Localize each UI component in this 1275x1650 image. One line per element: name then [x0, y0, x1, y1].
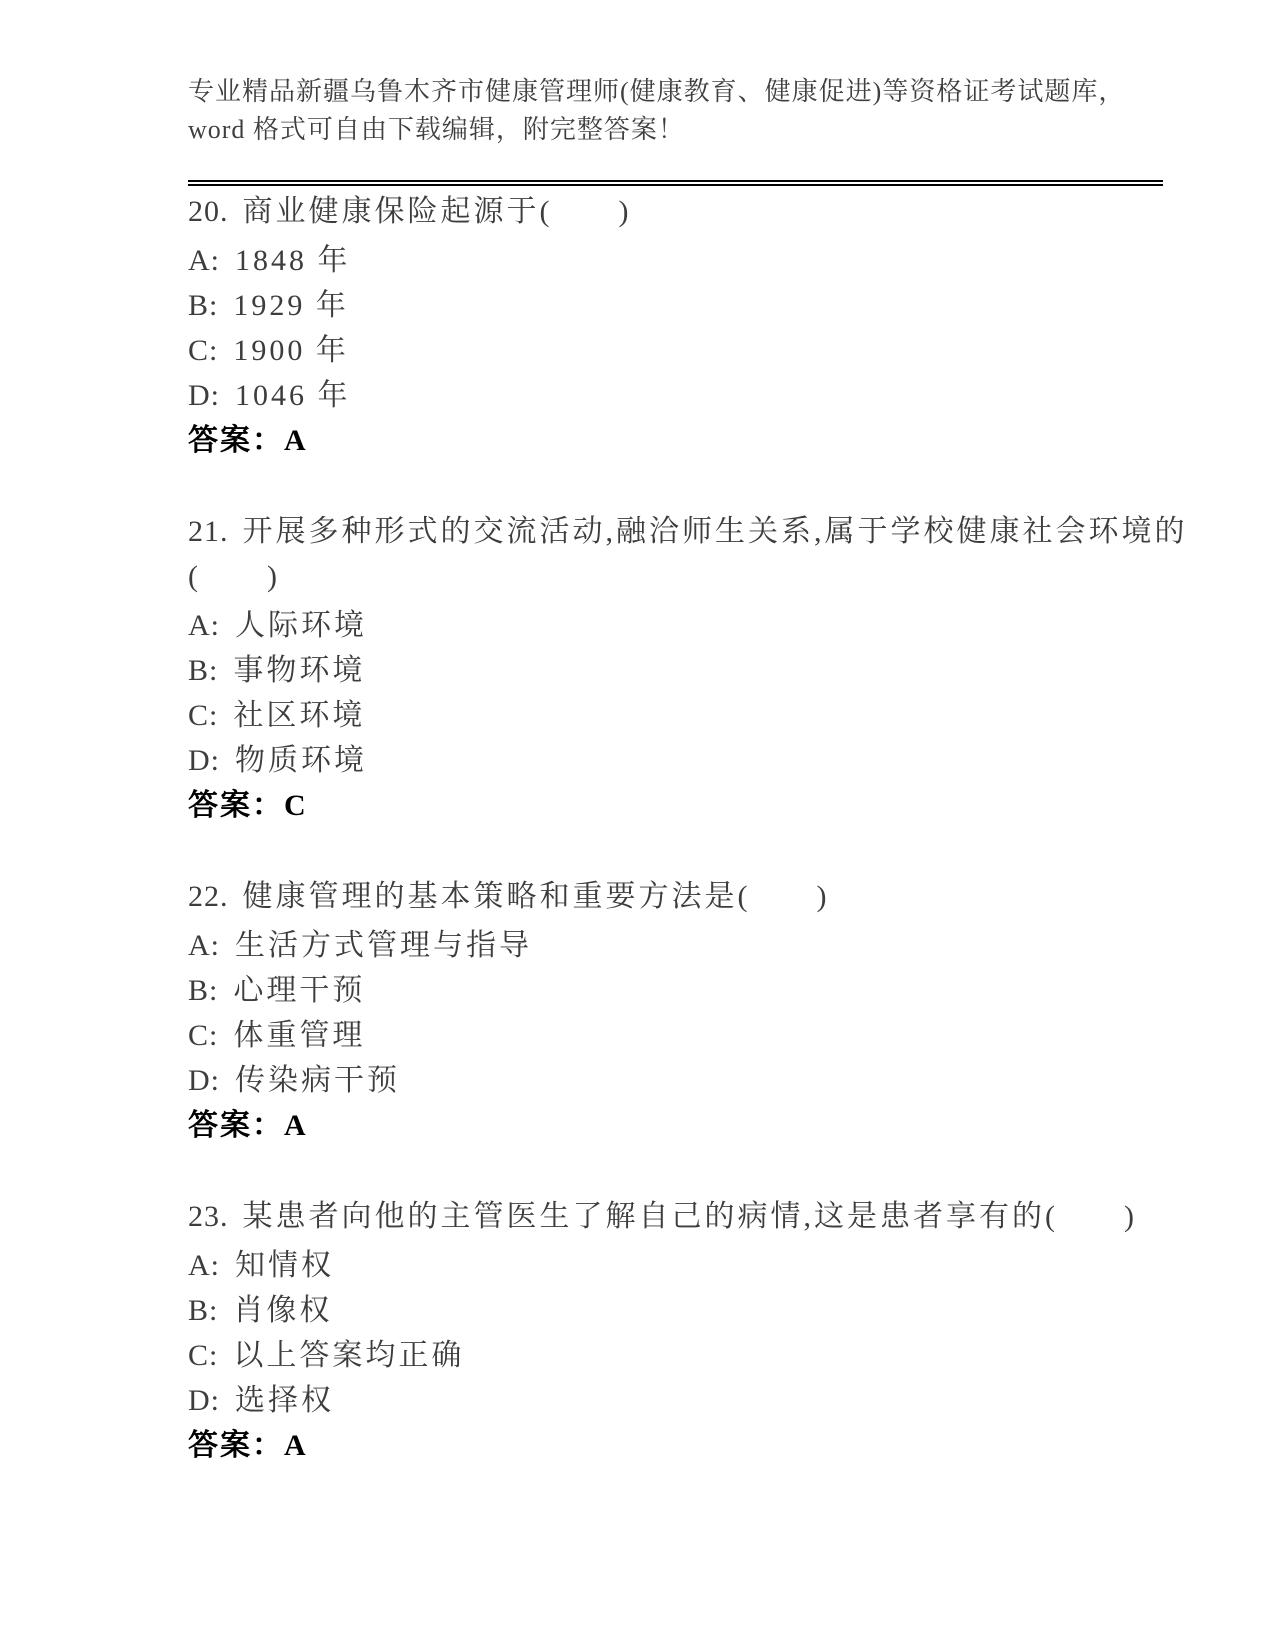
question-text: 开展多种形式的交流活动,融洽师生关系,属于学校健康社会环境的( )	[188, 515, 1188, 593]
option-row	[188, 238, 1188, 283]
answer-label: 答案：	[188, 1429, 284, 1462]
option-label: D:	[188, 744, 220, 777]
option-text: 知情权	[235, 1249, 334, 1282]
answer-line	[188, 1423, 1188, 1468]
question-block	[188, 509, 1188, 828]
option-label: B:	[188, 654, 219, 687]
option-row	[188, 648, 1188, 693]
answer-line	[188, 418, 1188, 463]
option-list	[188, 603, 1188, 783]
option-row	[188, 738, 1188, 783]
question-title	[188, 1194, 1188, 1239]
option-row	[188, 1378, 1188, 1423]
answer-line	[188, 783, 1188, 828]
header-divider	[188, 180, 1163, 186]
question-block	[188, 189, 1188, 463]
option-label: D:	[188, 379, 220, 412]
option-label: C:	[188, 334, 219, 367]
option-text: 社区环境	[233, 699, 366, 732]
option-text: 1046 年	[235, 379, 351, 412]
option-row	[188, 1333, 1188, 1378]
option-label: A:	[188, 1249, 220, 1282]
option-row	[188, 1013, 1188, 1058]
option-row	[188, 603, 1188, 648]
option-text: 1929 年	[233, 289, 349, 322]
option-label: B:	[188, 289, 219, 322]
option-text: 肖像权	[233, 1294, 333, 1327]
page-header	[188, 73, 1188, 149]
option-text: 生活方式管理与指导	[235, 929, 532, 962]
question-title	[188, 874, 1188, 919]
option-text: 物质环境	[235, 744, 367, 777]
option-row	[188, 1058, 1188, 1103]
question-block	[188, 874, 1188, 1148]
option-row	[188, 968, 1188, 1013]
option-label: C:	[188, 699, 219, 732]
question-number: 21.	[188, 515, 229, 548]
header-line-1: 专业精品新疆乌鲁木齐市健康管理师(健康教育、健康促进)等资格证考试题库，	[188, 77, 1126, 106]
answer-value: A	[284, 1109, 308, 1142]
question-title	[188, 189, 1188, 234]
answer-value: A	[284, 424, 308, 457]
option-label: C:	[188, 1339, 219, 1372]
answer-label: 答案：	[188, 1109, 284, 1142]
option-text: 人际环境	[235, 609, 367, 642]
option-list	[188, 238, 1188, 418]
option-row	[188, 283, 1188, 328]
option-label: D:	[188, 1064, 220, 1097]
option-row	[188, 1243, 1188, 1288]
answer-value: C	[284, 789, 308, 822]
option-text: 心理干预	[233, 974, 366, 1007]
question-text: 商业健康保险起源于( )	[242, 195, 632, 228]
header-line-2: word 格式可自由下载编辑，附完整答案！	[188, 115, 685, 144]
option-text: 体重管理	[233, 1019, 366, 1052]
option-text: 事物环境	[233, 654, 366, 687]
option-row	[188, 373, 1188, 418]
option-list	[188, 1243, 1188, 1423]
answer-label: 答案：	[188, 424, 284, 457]
option-row	[188, 693, 1188, 738]
option-row	[188, 328, 1188, 373]
question-number: 20.	[188, 195, 229, 228]
question-text: 健康管理的基本策略和重要方法是( )	[242, 880, 830, 913]
question-text: 某患者向他的主管医生了解自己的病情,这是患者享有的( )	[242, 1200, 1137, 1233]
option-label: D:	[188, 1384, 220, 1417]
option-text: 传染病干预	[235, 1064, 400, 1097]
option-text: 以上答案均正确	[233, 1339, 465, 1372]
option-row	[188, 923, 1188, 968]
question-number: 22.	[188, 880, 229, 913]
option-text: 选择权	[235, 1384, 334, 1417]
option-label: B:	[188, 1294, 219, 1327]
option-label: A:	[188, 929, 220, 962]
option-text: 1900 年	[233, 334, 349, 367]
option-list	[188, 923, 1188, 1103]
option-label: C:	[188, 1019, 219, 1052]
option-label: A:	[188, 244, 220, 277]
answer-value: A	[284, 1429, 308, 1462]
option-text: 1848 年	[235, 244, 351, 277]
question-title	[188, 509, 1188, 599]
option-label: B:	[188, 974, 219, 1007]
answer-label: 答案：	[188, 789, 284, 822]
question-block	[188, 1194, 1188, 1468]
option-row	[188, 1288, 1188, 1333]
option-label: A:	[188, 609, 220, 642]
question-number: 23.	[188, 1200, 229, 1233]
answer-line	[188, 1103, 1188, 1148]
